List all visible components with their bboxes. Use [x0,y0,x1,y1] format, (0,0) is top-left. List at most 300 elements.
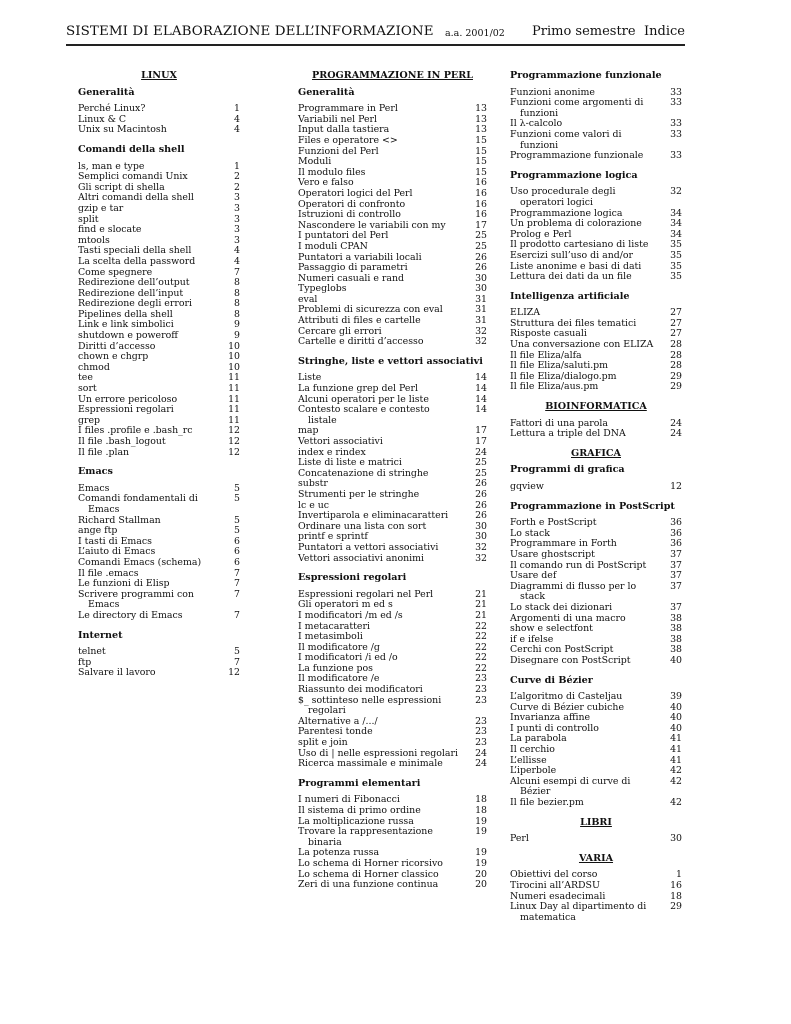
entry-title: ftp [78,656,92,668]
entry-title: L’iperbole [510,765,557,777]
page-number: 42 [670,775,682,787]
entry-title: ls, man e type [78,160,145,172]
entry-title: La parabola [510,733,567,745]
page-number: 25 [475,240,487,252]
page-number: 15 [475,156,487,168]
index-column-3 [510,71,682,932]
entry-title: tee [78,372,93,384]
section-heading: Curve di Bézier [510,674,593,686]
page-number: 22 [475,631,487,643]
index-entry [78,611,240,622]
entry-title: ange ftp [78,525,118,537]
page-number: 3 [234,192,240,204]
entry-title: Il file Eliza/dialogo.pm [510,370,617,382]
entry-title: mtools [78,234,110,246]
section-heading: Comandi della shell [78,143,185,155]
entry-title: lc e uc [298,499,330,511]
section-heading: Stringhe, liste e vettori associativi [298,355,483,367]
index-entry [78,647,240,658]
index-entry [510,151,682,162]
page-number: 14 [475,404,487,416]
entry-title: Espressioni regolari [78,404,174,416]
major-heading: BIOINFORMATICA [545,401,647,413]
page-number: 22 [475,641,487,653]
page-number: 14 [475,372,487,384]
page-number: 8 [234,277,240,289]
entry-title: Variabili nel Perl [298,113,378,125]
page-number: 30 [475,272,487,284]
entry-title: La funzione grep del Perl [298,383,418,395]
index-entry [78,363,240,374]
page-number: 27 [670,328,682,340]
page-number: 11 [228,393,240,405]
page-number: 24 [475,446,487,458]
page-number: 7 [234,567,240,579]
entry-title: Uso di | nelle espressioni regolari [298,747,458,759]
entry-title: I punti di controllo [510,722,599,734]
entry-title: Programmare in Forth [510,538,617,550]
entry-title: Attributi di files e cartelle [298,315,421,327]
entry-title: Lo schema di Horner classico [298,868,439,880]
page-number: 3 [234,202,240,214]
page-number: 21 [475,599,487,611]
entry-title: Numeri esadecimali [510,890,606,902]
page-number: 40 [670,701,682,713]
entry-title: Il modificatore /g [298,641,380,653]
page-number: 33 [670,86,682,98]
entry-title: I moduli CPAN [298,240,368,252]
index-column-1 [78,71,240,688]
page-number: 40 [670,654,682,666]
entry-title: Linux Day al dipartimento di matematica [510,901,647,923]
page-number: 32 [670,186,682,198]
index-entry [510,429,682,440]
entry-title: Lo stack dei dizionari [510,601,613,613]
page-number: 19 [475,826,487,838]
page-number: 1 [676,869,682,881]
entry-title: Il prodotto cartesiano di liste [510,239,649,251]
entry-title: Vero e falso [298,177,354,189]
entry-title: Programmazione logica [510,207,623,219]
entry-title: Disegnare con PostScript [510,654,631,666]
index-section [510,502,682,667]
index-entry [298,490,487,501]
entry-title: Richard Stallman [78,514,161,526]
page-number: 23 [475,694,487,706]
page-number: 10 [228,340,240,352]
entry-title: Lettura dei dati da un file [510,271,632,283]
page-number: 8 [234,287,240,299]
page-number: 24 [670,417,682,429]
page-number: 22 [475,662,487,674]
page-number: 22 [475,620,487,632]
index-entry [78,494,240,515]
page-number: 37 [670,548,682,560]
page-number: 18 [475,794,487,806]
entry-title: Concatenazione di stringhe [298,467,429,479]
entry-title: split e join [298,737,348,749]
entry-title: Il comando run di PostScript [510,559,647,571]
entry-title: Usare def [510,570,557,582]
entry-title: I files .profile e .bash_rc [78,425,193,437]
page-number: 10 [228,361,240,373]
page-number: 38 [670,612,682,624]
page-number: 39 [670,691,682,703]
page-number: 3 [234,213,240,225]
index-entry [298,859,487,870]
page-number: 11 [228,372,240,384]
page-number: 7 [234,266,240,278]
page-number: 21 [475,609,487,621]
entry-title: Gli operatori m ed s [298,599,393,611]
page-number: 40 [670,722,682,734]
index-entry [510,251,682,262]
entry-title: Vettori associativi anonimi [298,552,425,564]
index-section [510,854,682,924]
entry-title: index e rindex [298,446,366,458]
page-number: 13 [475,113,487,125]
entry-title: Lo stack [510,527,550,539]
entry-title: Come spegnere [78,266,153,278]
page-number: 23 [475,684,487,696]
page-number: 23 [475,726,487,738]
page-number: 26 [475,478,487,490]
page-number: 37 [670,601,682,613]
page-number: 20 [475,879,487,891]
index-entry [298,189,487,200]
index-entry [510,482,682,493]
page-number: 36 [670,527,682,539]
semester-label: Primo semestre [532,24,636,39]
entry-title: telnet [78,646,106,658]
index-entry [510,382,682,393]
entry-title: Altri comandi della shell [78,192,194,204]
entry-title: I numeri di Fibonacci [298,794,400,806]
entry-title: Usare ghostscript [510,548,595,560]
entry-title: Espressioni regolari nel Perl [298,588,434,600]
page-number: 32 [475,336,487,348]
entry-title: Unix su Macintosh [78,124,167,136]
page-number: 35 [670,249,682,261]
page-number: 16 [475,187,487,199]
page-number: 25 [475,467,487,479]
major-heading: PROGRAMMAZIONE IN PERL [312,70,473,81]
page-number: 21 [475,588,487,600]
entry-title: Invarianza affine [510,712,591,724]
page-number: 33 [670,118,682,130]
page-number: 30 [475,531,487,543]
entry-title: I metacaratteri [298,620,370,632]
page-number: 42 [670,765,682,777]
entry-title: Diagrammi di flusso per lo stack [510,580,637,603]
entry-title: Liste di liste e matrici [298,457,402,469]
index-section [510,292,682,393]
entry-title: Un errore pericoloso [78,393,178,405]
index-entry [510,130,682,151]
entry-title: chmod [78,361,110,373]
index-entry [78,437,240,448]
page-number: 41 [670,744,682,756]
page-number: 5 [234,646,240,658]
entry-title: Tirocini all’ARDSU [510,880,600,891]
entry-title: La potenza russa [298,847,380,859]
page-number: 1 [234,103,240,115]
entry-title: Moduli [298,156,332,168]
page-number: 41 [670,754,682,766]
page-number: 31 [475,315,487,327]
page-number: 18 [670,890,682,902]
entry-title: Il λ-calcolo [510,118,563,130]
entry-title: Redirezione dell’input [78,287,184,299]
entry-title: Vettori associativi [298,436,383,447]
page-number: 19 [475,857,487,869]
entry-title: Tasti speciali della shell [78,245,192,257]
index-entry [510,550,682,561]
page-number: 27 [670,307,682,319]
entry-title: Puntatori a variabili locali [298,251,422,263]
entry-title: gzip e tar [78,202,124,214]
section-heading: Programmi di grafica [510,464,625,476]
page-number: 37 [670,559,682,571]
page-number: 35 [670,260,682,272]
index-entry [298,806,487,817]
index-entry [510,798,682,809]
entry-title: La funzione pos [298,662,373,674]
entry-title: substr [298,478,328,490]
page-number: 11 [228,404,240,416]
page-number: 28 [670,339,682,351]
entry-title: Passaggio di parametri [298,262,408,274]
page-number: 17 [475,219,487,231]
section-heading: Emacs [78,466,113,478]
page-number: 6 [234,546,240,558]
index-entry [78,558,240,569]
entry-title: split [78,213,99,225]
index-section [298,71,487,348]
page-number: 14 [475,383,487,395]
index-entry [510,777,682,798]
index-section [298,573,487,770]
major-heading: LIBRI [580,816,612,828]
entry-title: Operatori logici del Perl [298,187,413,199]
entry-title: find e slocate [78,224,142,236]
page-number: 24 [670,428,682,440]
page-number: 33 [670,128,682,140]
entry-title: L’aiuto di Emacs [78,546,156,558]
page-number: 34 [670,228,682,240]
page-number: 12 [228,446,240,458]
page-number: 4 [234,245,240,257]
entry-title: Fattori di una parola [510,417,609,429]
index-entry [510,98,682,119]
page-number: 32 [475,541,487,553]
page-number: 20 [475,868,487,880]
page-number: 9 [234,319,240,331]
index-section [78,631,240,679]
index-entry [298,611,487,622]
entry-title: La scelta della password [78,255,196,267]
entry-title: Forth e PostScript [510,517,597,529]
page-number: 19 [475,815,487,827]
index-entry [510,656,682,667]
page-number: 26 [475,262,487,274]
entry-title: I tasti di Emacs [78,535,152,547]
entry-title: Alcuni esempi di curve di Bézier [510,775,631,798]
index-label: Indice [644,24,685,39]
page-number: 7 [234,656,240,668]
entry-title: Lo schema di Horner ricorsivo [298,857,443,869]
index-entry [510,187,682,208]
page-number: 12 [228,436,240,447]
page-number: 2 [234,171,240,183]
page-number: 7 [234,588,240,600]
entry-title: Il file Eliza/alfa [510,349,582,361]
index-entry [298,880,487,891]
index-entry [78,590,240,611]
entry-title: Files e operatore <> [298,134,398,146]
page-number: 23 [475,737,487,749]
index-section [78,467,240,621]
index-entry [298,759,487,770]
entry-title: Semplici comandi Unix [78,171,188,183]
index-section [78,145,240,458]
entry-title: Puntatori a vettori associativi [298,541,439,553]
entry-title: Risposte casuali [510,328,587,340]
index-column-2 [298,71,487,900]
page-number: 16 [475,198,487,210]
page-number: 17 [475,436,487,447]
index-entry [78,204,240,215]
entry-title: shutdown e poweroff [78,330,178,342]
page-number: 33 [670,97,682,109]
page-number: 11 [228,414,240,426]
entry-title: show e selectfont [510,623,593,635]
page-number: 37 [670,570,682,582]
entry-title: Cerchi con PostScript [510,644,614,656]
index-entry [298,136,487,147]
page-number: 12 [670,481,682,492]
page-number: 7 [234,609,240,621]
entry-title: Alcuni operatori per le liste [298,393,429,405]
index-section [78,71,240,136]
page-number: 31 [475,293,487,305]
entry-title: Parentesi tonde [298,726,373,738]
entry-title: map [298,425,319,437]
section-heading: Generalità [298,86,355,98]
entry-title: Il file Eliza/saluti.pm [510,360,609,372]
index-entry [298,696,487,717]
entry-title: Esercizi sull’uso di and/or [510,249,634,261]
entry-title: Il modificatore /e [298,673,380,685]
entry-title: L’algoritmo di Casteljau [510,691,623,703]
index-section [510,402,682,440]
entry-title: chown e chgrp [78,351,149,363]
page-number: 1 [234,160,240,172]
page-number: 26 [475,488,487,500]
entry-title: Typeglobs [298,283,347,295]
page-number: 9 [234,330,240,342]
page-number: 35 [670,239,682,251]
entry-title: Lettura a triple del DNA [510,428,626,440]
entry-title: Il sistema di primo ordine [298,805,421,816]
entry-title: Liste anonime e basi di dati [510,260,642,272]
section-heading: Espressioni regolari [298,572,407,584]
entry-title: Invertiparola e eliminacaratteri [298,510,449,522]
entry-title: printf e sprintf [298,531,368,543]
entry-title: Problemi di sicurezza con eval [298,304,443,316]
major-heading: GRAFICA [571,447,621,459]
entry-title: Link e link simbolici [78,319,174,331]
entry-title: Linux & C [78,113,127,125]
page-number: 10 [228,351,240,363]
page-number: 32 [475,325,487,337]
page-number: 22 [475,652,487,664]
entry-title: Emacs [78,482,110,494]
index-entry [298,405,487,426]
page-number: 12 [228,667,240,679]
index-section [510,171,682,283]
page-number: 34 [670,218,682,230]
index-entry [510,902,682,923]
index-entry [298,543,487,554]
page-number: 2 [234,181,240,193]
page-number: 14 [475,393,487,405]
entry-title: Funzioni del Perl [298,145,379,157]
index-section [298,779,487,891]
page-number: 38 [670,644,682,656]
index-entry [78,257,240,268]
entry-title: Diritti d’accesso [78,340,156,352]
index-entry [78,448,240,459]
entry-title: I modificatori /i ed /o [298,652,398,664]
course-title: SISTEMI DI ELABORAZIONE DELL’INFORMAZIONE [66,24,434,39]
page-number: 33 [670,150,682,162]
page-number: 16 [475,177,487,189]
entry-title: Ordinare una lista con sort [298,520,427,532]
page-number: 8 [234,298,240,310]
index-section [510,818,682,845]
academic-year: a.a. 2001/02 [445,28,505,39]
page-number: 8 [234,308,240,320]
entry-title: Numeri casuali e rand [298,272,405,284]
page-number: 13 [475,103,487,115]
entry-title: ELIZA [510,307,541,319]
entry-title: Perl [510,833,529,845]
page-number: 13 [475,124,487,136]
page-number: 27 [670,317,682,329]
entry-title: Redirezione dell’output [78,277,190,289]
index-entry [510,603,682,614]
entry-title: Prolog e Perl [510,228,572,240]
page-number: 24 [475,747,487,759]
entry-title: I puntatori del Perl [298,230,389,242]
entry-title: Contesto scalare e contesto listale [298,404,430,426]
entry-title: $_ sottinteso nelle espressioni regolari [298,694,442,717]
entry-title: Zeri di una funzione continua [298,879,439,891]
entry-title: Funzioni come valori di funzioni [510,128,622,151]
page-number: 15 [475,134,487,146]
page-header [66,22,685,46]
page-number: 4 [234,113,240,125]
entry-title: grep [78,414,101,426]
entry-title: Il modulo files [298,166,366,178]
entry-title: I metasimboli [298,631,363,643]
page-number: 5 [234,482,240,494]
index-entry [78,373,240,384]
entry-title: Programmazione funzionale [510,150,644,162]
entry-title: Scrivere programmi con Emacs [78,588,194,611]
entry-title: Salvare il lavoro [78,667,156,679]
